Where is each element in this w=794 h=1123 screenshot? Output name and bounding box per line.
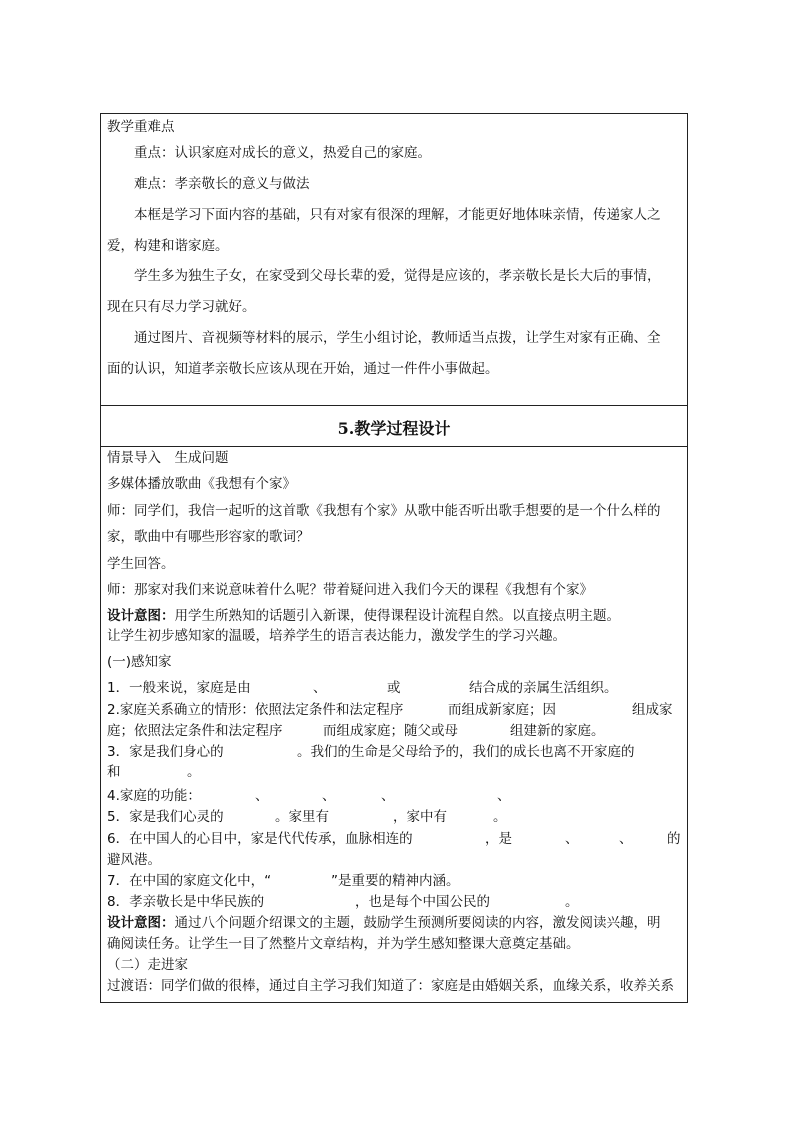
design-intent-label: 设计意图：: [107, 915, 175, 931]
paragraph-3-line-2: 面的认识，知道孝亲敬长应该从现在开始，通过一件件小事做起。: [107, 361, 499, 377]
section-title-row: [101, 406, 687, 447]
design-intent-label: 设计意图：: [107, 608, 175, 624]
teacher-lead: 师：那家对我们来说意味着什么呢？带着疑问进入我们今天的课程《我想有个家》: [107, 582, 593, 598]
song-play: 多媒体播放歌曲《我想有个家》: [107, 476, 296, 492]
part-2-heading: （二）走进家: [107, 957, 188, 973]
part-1-heading: (一)感知家: [107, 654, 172, 670]
scene-intro: 情景导入 生成问题: [107, 450, 229, 466]
key-point: 重点：认识家庭对成长的意义，热爱自己的家庭。: [134, 145, 431, 161]
paragraph-2-line-1: 学生多为独生子女，在家受到父母长辈的爱，觉得是应该的，孝亲敬长是长大后的事情，: [134, 268, 661, 284]
transition-text: 过渡语：同学们做的很棒，通过自主学习我们知道了：家庭是由婚姻关系，血缘关系，收养关系: [107, 978, 674, 994]
design-intent-1-cont: 让学生初步感知家的温暖，培养学生的语言表达能力，激发学生的学习兴趣。: [107, 628, 566, 644]
teaching-difficulties-section: [101, 114, 687, 406]
section-heading: 教学重难点: [107, 119, 175, 135]
teaching-process-section: 情景导入 生成问题 多媒体播放歌曲《我想有个家》 师：同学们，我信一起听的这首歌《我想有个家》从歌中能否听出歌手想要的是一个什么样的 家，歌曲中有哪些形容家的歌词？ 学生回答。 师：那家对我们来说意味着什么呢？带着疑问进入我们今天的课程《我想有个家》 设计意图：用学生所熟知的话题引入新课，使得课程设计流程自然。以直接点明主题。 让学生初步感知家的温暖，培养学生的语言表达能力，激发学生的学习兴趣。 (一)感知家 1．一般来说，家庭是由 、 或 结合成的亲属生活组织。 2.家庭关系确立的情形：依照法定条件和法定程序 而组成新家庭；因 组成家 庭；依照法定条件和法定程序 而组成家庭；随父或母 组建新的家庭。 3．家是我们身心的 。我们的生命是父母给予的，我们的成长也离不开家庭的 和 。 4.家庭的功能： 、 、 、 、 5．家是我们心灵的 。家里有 ，家中有 。 6．在中国人的心目中，家是代代传承，血脉相连的 ，是 、 、 的 避风港。 7．在中国的家庭文化中，“ ”是重要的精神内涵。 8．孝亲敬长是中华民族的 ，也是每个中国公民的 。 设计意图：通过八个问题介绍课文的主题，鼓励学生预测所要阅读的内容，激发阅读兴趣，明 确阅读任务。让学生一目了然整片文章结构，并为学生感知整课大意奠定基础。 （二）走进家 过渡语：同学们做的很棒，通过自主学习我们知道了：家庭是由婚姻关系，血缘关系，收养关系: [107, 450, 681, 994]
paragraph-1-line-2: 爱，构建和谐家庭。: [107, 238, 229, 254]
design-intent-2-cont: 确阅读任务。让学生一目了然整片文章结构，并为学生感知整课大意奠定基础。: [107, 936, 580, 952]
difficult-point: 难点：孝亲敬长的意义与做法: [134, 176, 310, 192]
student-answer: 学生回答。: [107, 556, 175, 572]
paragraph-3-line-1: 通过图片、音视频等材料的展示，学生小组讨论，教师适当点拨，让学生对家有正确、全: [134, 330, 661, 346]
teacher-question-2: 家，歌曲中有哪些形容家的歌词？: [107, 529, 310, 545]
design-intent-1: 设计意图：用学生所熟知的话题引入新课，使得课程设计流程自然。以直接点明主题。: [107, 608, 620, 624]
design-intent-2: 设计意图：通过八个问题介绍课文的主题，鼓励学生预测所要阅读的内容，激发阅读兴趣，明: [107, 915, 661, 931]
teacher-question-1: 师：同学们，我信一起听的这首歌《我想有个家》从歌中能否听出歌手想要的是一个什么样的: [107, 503, 661, 519]
paragraph-2-line-2: 现在只有尽力学习就好。: [107, 299, 256, 315]
lesson-plan-table: [100, 113, 688, 1003]
paragraph-1-line-1: 本框是学习下面内容的基础，只有对家有很深的理解，才能更好地体味亲情，传递家人之: [134, 207, 661, 223]
section-title: 5.教学过程设计: [337, 419, 451, 438]
